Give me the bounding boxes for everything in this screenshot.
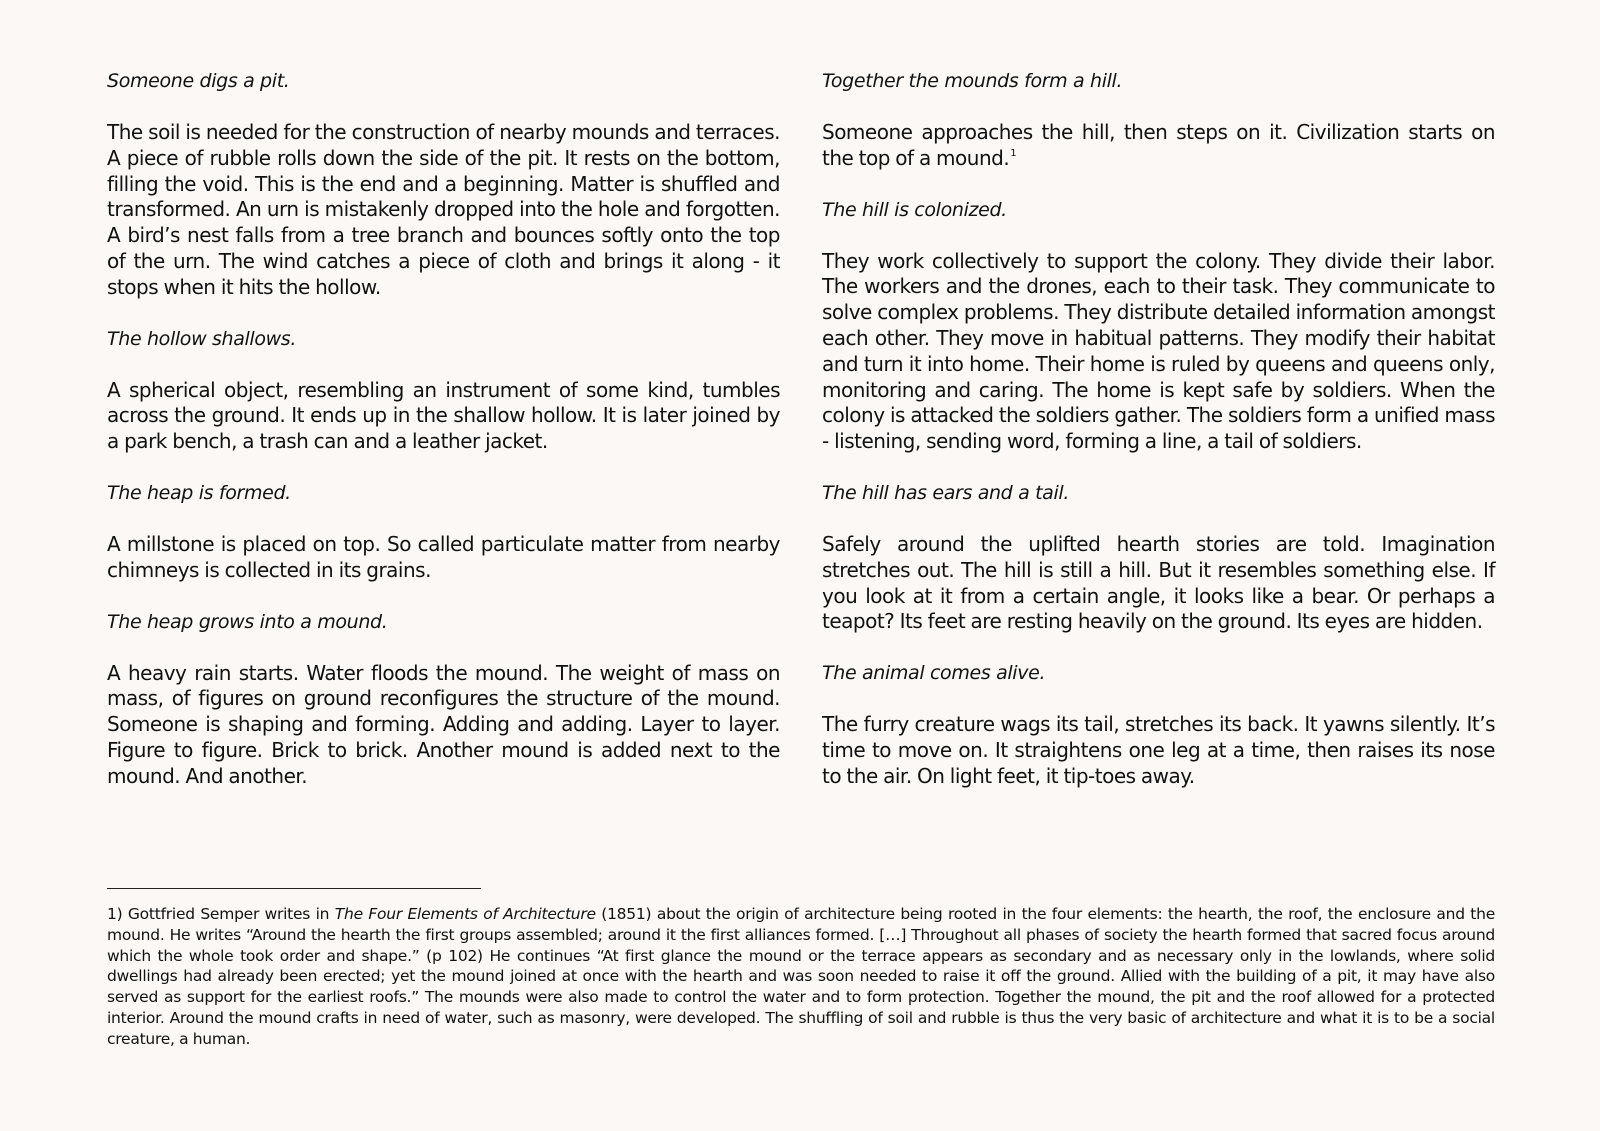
footnote-divider xyxy=(107,888,481,889)
footnote-text-rest: (1851) about the origin of architecture being rooted in the four elements: the hearth, the roof, the enclosure and the mound. He writes “Around the hearth the first groups assembled; around it the first alliances formed. […] Throughout all phases of society the hearth formed that sacred focus around which the whole took order and shape.” (p 102) He continues “At first glance the mound or the terrace appears as secondary and as necessary only in the lowlands, where solid dwellings had already been erected; yet the mound joined at once with the hearth and was soon needed to raise it off the ground. Allied with the building of a pit, it may have also served as support for the earliest roofs.” The mounds were also made to control the water and to form protection. Together the mound, the pit and the roof allowed for a protected interior. Around the mound crafts in need of water, such as masonry, were developed. The shuffling of soil and rubble is thus the very basic of architecture and what it is to be a social creature, a human. xyxy=(107,905,1495,1048)
footnote-reference[interactable]: 1 xyxy=(1010,147,1017,159)
left-column xyxy=(107,68,780,815)
paragraph-animal: The furry creature wags its tail, stretches its back. It yawns silently. It’s time to move on. It straightens one leg at a time, then raises its nose to the air. On light feet, it tip-toes away. xyxy=(822,712,1495,788)
footnote-book-title: The Four Elements of Architecture xyxy=(334,905,596,923)
section-heading-mound: The heap grows into a mound. xyxy=(107,610,388,633)
footnote xyxy=(107,904,1495,1050)
section-heading-ears-tail: The hill has ears and a tail. xyxy=(822,481,1070,504)
paragraph-colonized: They work collectively to support the colony. They divide their labor. The workers and the drones, each to their task. They communicate to solve complex problems. They distribute detailed information amongst each other. They move in habitual patterns. They modify their habitat and turn it into home. Their home is ruled by queens and queens only, monitoring and caring. The home is kept safe by soldiers. When the colony is attacked the soldiers gather. The soldiers form a unified mass - listening, sending word, forming a line, a tail of soldiers. xyxy=(822,248,1495,454)
footnote-text-start: 1) Gottfried Semper writes in xyxy=(107,905,335,923)
section-heading-animal: The animal comes alive. xyxy=(822,662,1046,685)
section-heading-hill: Together the mounds form a hill. xyxy=(822,70,1123,92)
right-column xyxy=(822,68,1495,815)
section-heading-pit: Someone digs a pit. xyxy=(107,70,290,92)
paragraph-heap: A millstone is placed on top. So called particulate matter from nearby chimneys is collected in its grains. xyxy=(107,531,780,582)
paragraph-ears-tail: Safely around the uplifted hearth stories are told. Imagination stretches out. The hill is still a hill. But it resembles something else. If you look at it from a certain angle, it looks like a bear. Or perhaps a teapot? Its feet are resting heavily on the ground. Its eyes are hidden. xyxy=(822,531,1495,634)
paragraph-hill-text: Someone approaches the hill, then steps on it. Civilization starts on the top of a mound. xyxy=(822,120,1495,170)
paragraph-pit: The soil is needed for the construction of nearby mounds and terraces. A piece of rubble rolls down the side of the pit. It rests on the bottom, filling the void. This is the end and a beginning. Matter is shuffled and transformed. An urn is mistakenly dropped into the hole and forgotten. A bird’s nest falls from a tree branch and bounces softly onto the top of the urn. The wind catches a piece of cloth and brings it along - it stops when it hits the hollow. xyxy=(107,120,780,299)
section-heading-hollow: The hollow shallows. xyxy=(107,327,297,350)
paragraph-hill xyxy=(822,120,1495,172)
paragraph-mound: A heavy rain starts. Water floods the mound. The weight of mass on mass, of figures on ground reconfigures the structure of the mound. Someone is shaping and forming. Adding and adding. Layer to layer. Figure to figure. Brick to brick. Another mound is added next to the mound. And another. xyxy=(107,660,780,788)
section-heading-colonized: The hill is colonized. xyxy=(822,198,1007,221)
paragraph-hollow: A spherical object, resembling an instrument of some kind, tumbles across the ground. It ends up in the shallow hollow. It is later joined by a park bench, a trash can and a leather jacket. xyxy=(107,377,780,454)
section-heading-heap: The heap is formed. xyxy=(107,481,291,504)
